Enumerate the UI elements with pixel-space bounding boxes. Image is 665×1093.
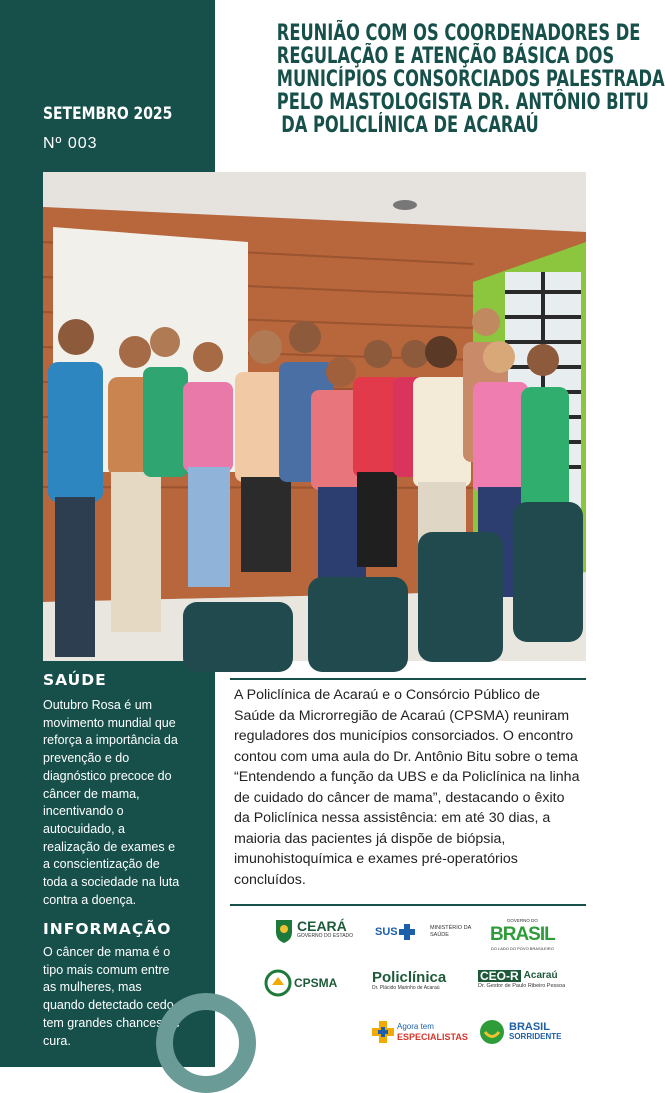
headline-line: PELO MASTOLOGISTA DR. ANTÔNIO BITU: [276, 90, 649, 115]
headline: [230, 21, 665, 138]
brasil-sorridente-logo: [478, 1019, 561, 1045]
sidebar-heading-saude: SAÚDE: [43, 671, 107, 689]
decorative-ring: [156, 993, 256, 1093]
brasil-sorridente-line1: BRASIL: [509, 1021, 550, 1033]
ceo-r-logo-name: CEO-R: [480, 969, 519, 983]
brasil-gov-sub: DO LADO DO POVO BRASILEIRO: [490, 946, 554, 951]
sidebar-text-informacao: O câncer de mama é o tipo mais comum entre as mulheres, mas quando detectado cedo tem grandes chances de cura.: [43, 945, 180, 1048]
headline-line: DA POLICLÍNICA DE ACARAÚ: [281, 113, 539, 138]
smile-icon: [478, 1019, 506, 1045]
policlinica-logo: [372, 971, 446, 991]
sus-cross-icon: [399, 924, 415, 940]
especialistas-line1: Agora tem: [397, 1022, 434, 1031]
policlinica-logo-name: Policlínica: [372, 969, 447, 986]
brasil-governo-logo: [490, 917, 555, 953]
sus-logo-name: SUS: [375, 926, 398, 938]
ministerio-line2: SAÚDE: [430, 932, 449, 938]
brasil-sorridente-line2: SORRIDENTE: [509, 1032, 562, 1041]
sidebar-heading-informacao: INFORMAÇÃO: [43, 920, 172, 938]
ceo-r-logo-sub: Dr. Gestor de Paulo Ribeiro Pessoa: [478, 983, 566, 989]
sus-logo: [375, 924, 415, 940]
ceo-r-logo-place: Acaraú: [523, 970, 558, 981]
group-photo-illustration: [43, 172, 586, 661]
group-photo: [43, 172, 586, 661]
especialistas-line2: ESPECIALISTAS: [397, 1032, 468, 1042]
edition-number: Nº 003: [43, 135, 98, 152]
cpsma-logo-name: CPSMA: [294, 976, 338, 990]
headline-line: REGULAÇÃO E ATENÇÃO BÁSICA DOS: [276, 44, 615, 69]
edition-date: SETEMBRO 2025: [43, 104, 173, 124]
article-body: A Policlínica de Acaraú e o Consórcio Público de Saúde da Microrregião de Acaraú (CPSMA) reuniram reguladores dos municípios consorciados. O encontro contou com uma aula do Dr. Antônio Bitu sobre o tema “Entendendo a função da UBS e da Policlínica na linha de cuidado do câncer de mama”, destacando o êxito da Policlínica nessa assistência: em até 30 dias, a maioria das pacientes já dispõe de biópsia, imunohistoquímica e exames pré-operatórios concluídos.: [234, 687, 580, 888]
brasil-gov-name: BRASIL: [490, 924, 555, 945]
cpsma-logo: [265, 970, 337, 996]
cpsma-emblem-icon: [265, 970, 291, 996]
ceo-r-logo: [478, 970, 565, 990]
article-box: [230, 678, 586, 906]
especialistas-cross-icon: [372, 1021, 394, 1043]
brasil-gov-top: GOVERNO DO: [506, 918, 538, 923]
headline-line: MUNICÍPIOS CONSORCIADOS PALESTRADA: [276, 67, 665, 92]
ceara-shield-icon: [274, 918, 294, 944]
ministerio-saude-logo: [430, 925, 471, 939]
ceara-logo: [274, 918, 353, 944]
ministerio-line1: MINISTÉRIO DA: [430, 925, 472, 931]
headline-line: REUNIÃO COM OS COORDENADORES DE: [276, 21, 641, 46]
policlinica-logo-sub: Dr. Plácido Marinho de Acaraú: [372, 985, 440, 991]
sidebar-text-saude: Outubro Rosa é um movimento mundial que reforça a importância da prevenção e do diagnóstico precoce do câncer de mama, incentivando o autocuidado, a realização de exames e a conscientização de toda a sociedade na luta contra a doença.: [43, 698, 180, 907]
ceara-logo-sub: GOVERNO DO ESTADO: [297, 933, 354, 939]
agora-tem-especialistas-logo: [372, 1021, 468, 1043]
ceara-logo-name: CEARÁ: [297, 918, 347, 934]
